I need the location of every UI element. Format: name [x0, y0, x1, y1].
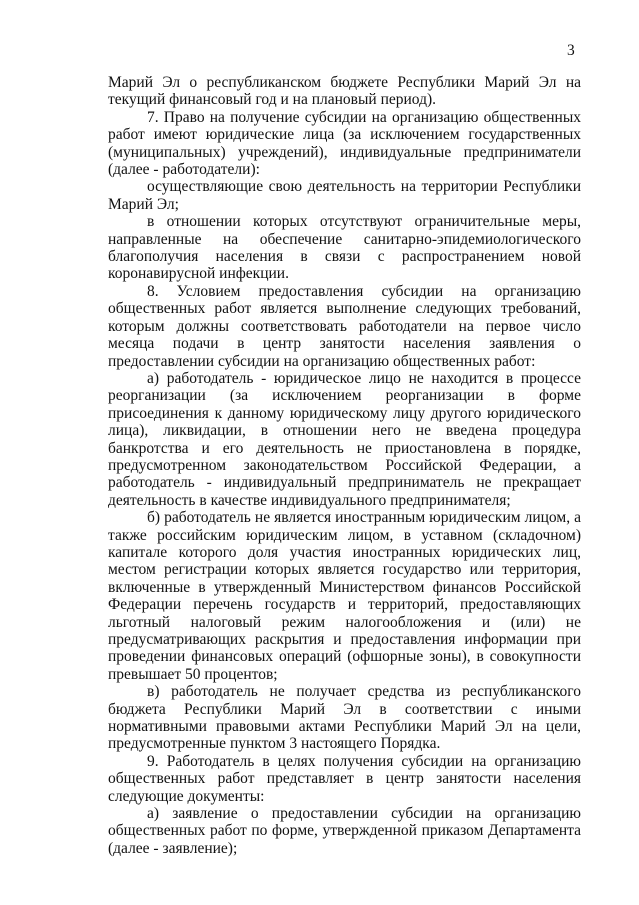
paragraph-clause-8-v: в) работодатель не получает средства из республиканского бюджета Республики Марий Эл в соответствии с иными нормативными правовыми актами Республики Марий Эл на цели, предусмотренные пунктом 3 настоящего Порядка. — [108, 683, 581, 753]
paragraph-clause-9: 9. Работодатель в целях получения субсидии на организацию общественных работ представляет в центр занятости населения следующие документы: — [108, 752, 581, 805]
paragraph-clause-7: 7. Право на получение субсидии на организацию общественных работ имеют юридические лица (за исключением государственных (муниципальных) учреждений), индивидуальные предприниматели (далее - работодатели): — [108, 108, 581, 179]
paragraph-clause-7-territory: осуществляющие свою деятельность на территории Республики Марий Эл; — [108, 178, 581, 213]
page-number: 3 — [567, 42, 575, 59]
paragraph-clause-8-b: б) работодатель не является иностранным юридическим лицом, а также российским юридическим лицом, в уставном (складочном) капитале которого доля участия иностранных юридических лиц, местом регистрации которых является государство или территория, включенные в утвержденный Министерством финансов Российской Федерации перечень государств и территорий, предоставляющих льготный налоговый режим налогообложения и (или) не предусматривающих раскрытия и предоставления информации при проведении финансовых операций (офшорные зоны), в совокупности превышает 50 процентов; — [108, 509, 581, 683]
paragraph-clause-7-restrictions: в отношении которых отсутствуют ограничительные меры, направленные на обеспечение санитарно-эпидемиологического благополучия населения в связи с распространением новой коронавирусной инфекции. — [108, 213, 581, 283]
paragraph-clause-8: 8. Условием предоставления субсидии на организацию общественных работ является выполнение следующих требований, которым должны соответствовать работодатели на первое число месяца подачи в центр занятости населения заявления о предоставлении субсидии на организацию общественных работ: — [108, 282, 581, 370]
document-body — [108, 74, 581, 857]
paragraph-clause-8-a: а) работодатель - юридическое лицо не находится в процессе реорганизации (за исключением реорганизации в форме присоединения к данному юридическому лицу другого юридического лица), ликвидации, в отношении него не введена процедура банкротства и его деятельность не приостановлена в порядке, предусмотренном законодательством Российской Федерации, а работодатель - индивидуальный предприниматель не прекращает деятельность в качестве индивидуального предпринимателя; — [108, 369, 581, 509]
paragraph-clause-9-a: а) заявление о предоставлении субсидии на организацию общественных работ по форме, утвержденной приказом Департамента (далее - заявление); — [108, 805, 581, 857]
paragraph-budget-continuation: Марий Эл о республиканском бюджете Республики Марий Эл на текущий финансовый год и на плановый период). — [108, 74, 581, 109]
